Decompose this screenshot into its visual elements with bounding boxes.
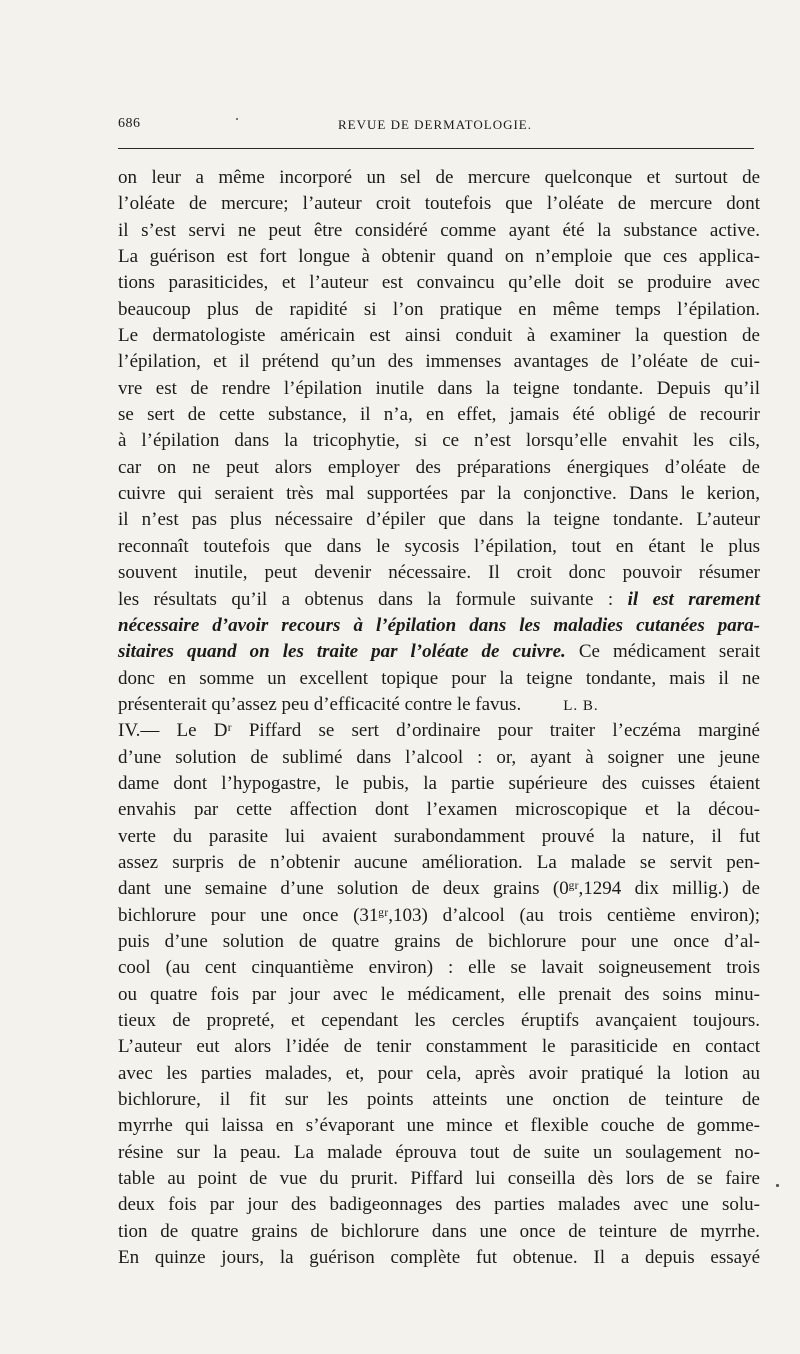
text-line: assez surpris de n’obtenir aucune amélioration. La malade se servit pen-	[118, 851, 760, 873]
text-line: deux fois par jour des badigeonnages des parties malades avec une solu-	[118, 1194, 760, 1216]
text-line: souvent inutile, peut devenir nécessaire. Il croit donc pouvoir résumer	[118, 562, 760, 584]
header-rule	[118, 148, 754, 149]
text-line: l’épilation, et il prétend qu’un des immenses avantages de l’oléate de cui-	[118, 351, 760, 373]
text-line: tieux de propreté, et cependant les cercles éruptifs avançaient toujours.	[118, 1010, 760, 1031]
text-line-signed	[118, 692, 760, 718]
italic-text: nécessaire d’avoir recours à l’épilation dans les maladies cutanées para-	[118, 614, 760, 636]
text-line: ou quatre fois par jour avec le médicament, elle prenait des soins minu-	[118, 983, 760, 1005]
text-line-mixed	[118, 639, 760, 665]
text-line: IV.— Le Dʳ Piffard se sert d’ordinaire pour traiter l’eczéma marginé	[118, 720, 760, 742]
text-line: dame dont l’hypogastre, le pubis, la partie supérieure des cuisses étaient	[118, 772, 760, 794]
text-line: beaucoup plus de rapidité si l’on pratique en même temps l’épilation.	[118, 298, 760, 320]
signature-initials: L. B.	[563, 697, 599, 714]
running-title: REVUE DE DERMATOLOGIE.	[338, 117, 532, 132]
text-line: cuivre qui seraient très mal supportées par la conjonctive. Dans le kerion,	[118, 483, 760, 505]
plain-text: les résultats qu’il a obtenus dans la formule suivante :	[118, 588, 628, 610]
text-line: La guérison est fort longue à obtenir quand on n’emploie que ces applica-	[118, 246, 760, 268]
text-line: il s’est servi ne peut être considéré comme ayant été la substance active.	[118, 219, 760, 241]
text-line: d’une solution de sublimé dans l’alcool : or, ayant à soigner une jeune	[118, 746, 760, 768]
text-line: bichlorure pour une once (31ᵍʳ,103) d’alcool (au trois centième environ);	[118, 904, 760, 926]
text-line: tion de quatre grains de bichlorure dans une once de teinture de myrrhe.	[118, 1220, 760, 1242]
text-line: avec les parties malades, et, pour cela, après avoir pratiqué la lotion au	[118, 1062, 760, 1084]
text-line: reconnaît toutefois que dans le sycosis l’épilation, tout en étant le plus	[118, 535, 760, 557]
text-line: donc en somme un excellent topique pour la teigne tondante, mais il ne	[118, 667, 760, 689]
text-line: résine sur la peau. La malade éprouva tout de suite un soulagement no-	[118, 1141, 760, 1163]
text-line-italic	[118, 613, 760, 639]
text-line-mixed	[118, 587, 760, 613]
text-line: se sert de cette substance, il n’a, en effet, jamais été obligé de recourir	[118, 404, 760, 426]
text-line: car on ne peut alors employer des préparations énergiques d’oléate de	[118, 456, 760, 478]
page-number: 686	[118, 116, 141, 131]
text-line: il n’est pas plus nécessaire d’épiler que dans la teigne tondante. L’auteur	[118, 509, 760, 531]
page-header	[118, 116, 754, 138]
body-text	[118, 165, 760, 1271]
text-line: on leur a même incorporé un sel de mercure quelconque et surtout de	[118, 167, 760, 188]
text-line: L’auteur eut alors l’idée de tenir constamment le parasiticide en contact	[118, 1036, 760, 1058]
text-line: tions parasiticides, et l’auteur est convaincu qu’elle doit se produire avec	[118, 272, 760, 294]
text-line: cool (au cent cinquantième environ) : elle se lavait soigneusement trois	[118, 957, 760, 979]
print-speck	[776, 1184, 779, 1187]
text-line: envahis par cette affection dont l’examen microscopique et la décou-	[118, 799, 760, 821]
text-line: Le dermatologiste américain est ainsi conduit à examiner la question de	[118, 325, 760, 347]
text-line: vre est de rendre l’épilation inutile dans la teigne tondante. Depuis qu’il	[118, 377, 760, 399]
text-line: l’oléate de mercure; l’auteur croit toutefois que l’oléate de mercure dont	[118, 193, 760, 215]
text-line: table au point de vue du prurit. Piffard lui conseilla dès lors de se faire	[118, 1168, 760, 1190]
text-line: verte du parasite lui avaient surabondamment prouvé la nature, il fut	[118, 825, 760, 847]
text-line: à l’épilation dans la tricophytie, si ce n’est lorsqu’elle envahit les cils,	[118, 430, 760, 452]
italic-text: il est rarement	[627, 588, 760, 610]
text-line: En quinze jours, la guérison complète fut obtenue. Il a depuis essayé	[118, 1247, 760, 1269]
text-line: myrrhe qui laissa en s’évaporant une mince et flexible couche de gomme-	[118, 1115, 760, 1137]
print-speck	[236, 118, 238, 120]
text-line: puis d’une solution de quatre grains de bichlorure pour une once d’al-	[118, 930, 760, 952]
italic-text: sitaires quand on les traite par l’oléate de cuivre.	[118, 641, 566, 663]
paragraph-end: présenterait qu’assez peu d’efficacité contre le favus.	[118, 693, 522, 715]
text-line: dant une semaine d’une solution de deux grains (0ᵍʳ,1294 dix millig.) de	[118, 878, 760, 900]
text-line: bichlorure, il fit sur les points atteints une onction de teinture de	[118, 1089, 760, 1111]
plain-text: Ce médicament serait	[565, 641, 761, 663]
